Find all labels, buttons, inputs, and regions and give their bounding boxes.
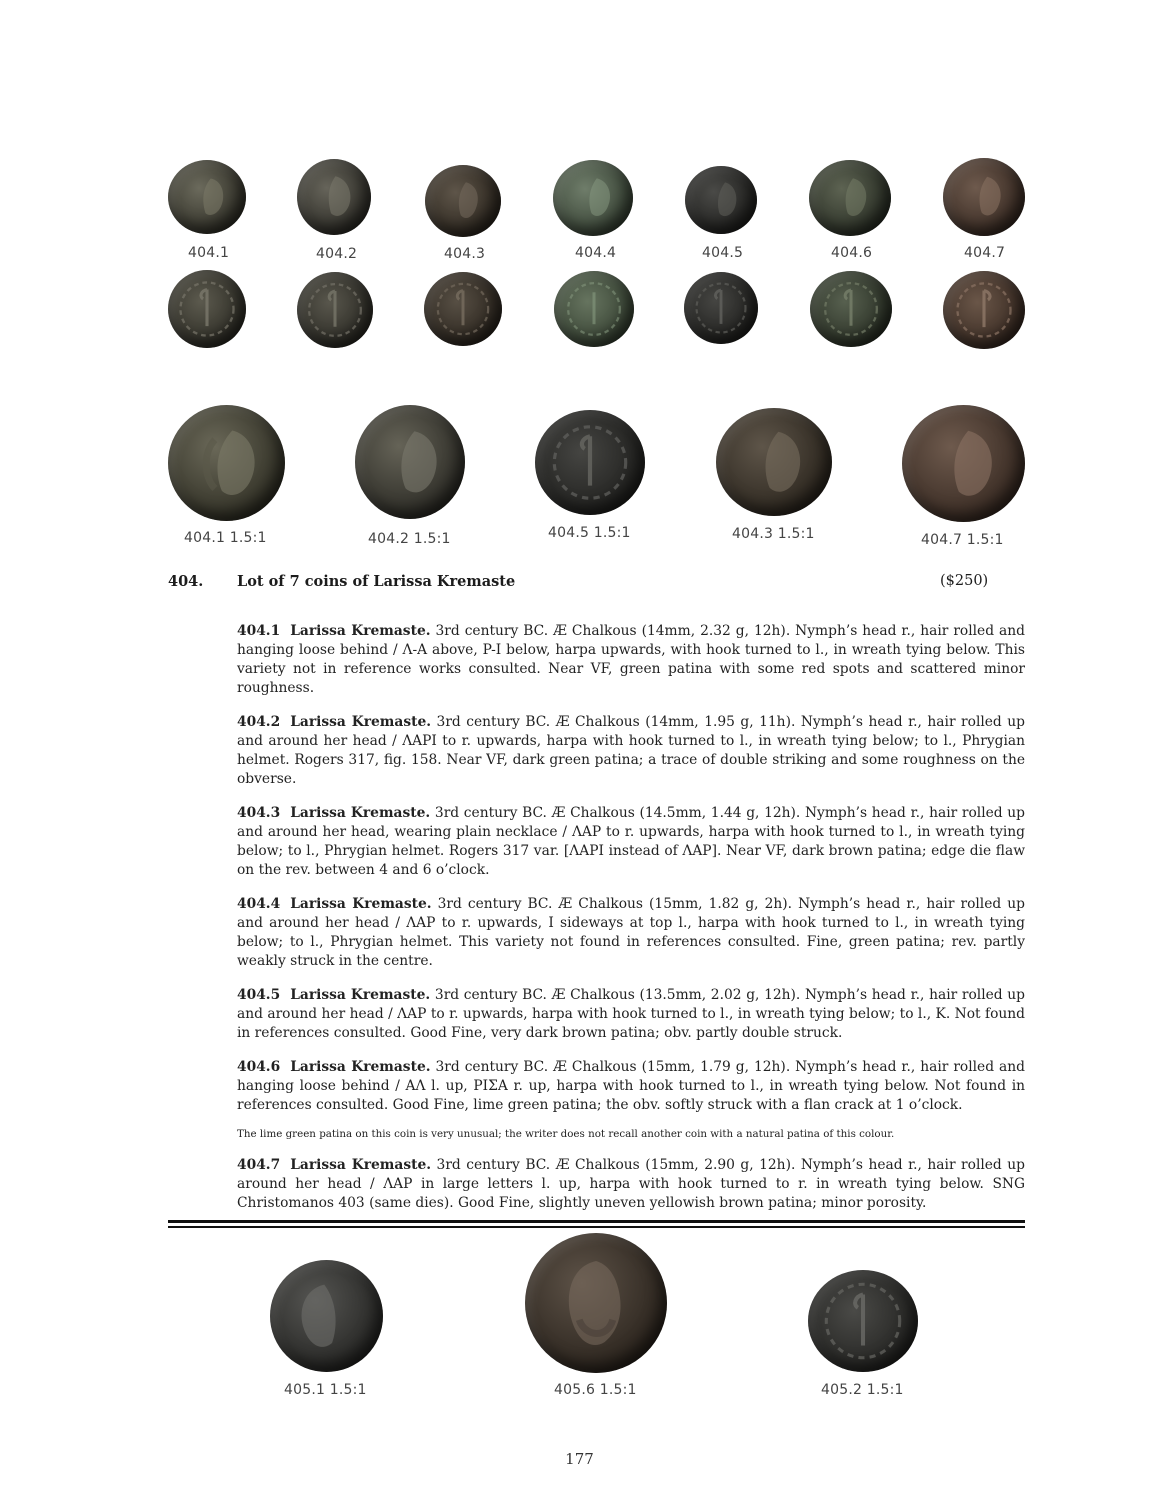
entry-description: 3rd century BC. Æ Chalkous (14mm, 2.32 g, 12h). Nymph’s head r., hair rolled and hanging loose behind / Λ-A above, P-I below, harpa upwards, with hook turned to l., in wreath tying below. This variety not in reference works consulted. Near VF, green patina with some red spots and scattered minor roughness. (237, 623, 1025, 696)
coin-404-3-reverse (424, 272, 502, 346)
coin-404-7-obverse (943, 158, 1025, 236)
coin-405-2-enlarged (808, 1270, 918, 1372)
entry-description: 3rd century BC. Æ Chalkous (15mm, 1.79 g, 12h). Nymph’s head r., hair rolled and hanging loose behind / AΛ l. up, PIΣA r. up, harpa with hook turned to l., in wreath tying below. Not found in references consulted. Good Fine, lime green patina; the obv. softly struck with a flan crack at 1 o’clock. (237, 1059, 1025, 1113)
entry-city: Larissa Kremaste. (290, 623, 431, 639)
coin-404-3-obverse (425, 165, 501, 237)
entry-404-2 (237, 713, 1025, 789)
entry-id: 404.6 (237, 1059, 281, 1075)
coin-404-5-enlarged (535, 410, 645, 515)
caption-405-1: 405.1 1.5:1 (284, 1382, 367, 1398)
section-divider-top (168, 1220, 1025, 1223)
caption-405-6: 405.6 1.5:1 (554, 1382, 637, 1398)
entry-id: 404.4 (237, 896, 281, 912)
coin-404-7-reverse (943, 271, 1025, 349)
entry-city: Larissa Kremaste. (290, 805, 431, 821)
entry-city: Larissa Kremaste. (290, 714, 432, 730)
entry-404-7 (237, 1156, 1025, 1213)
caption-404-1-enlarged: 404.1 1.5:1 (184, 530, 267, 546)
coin-404-5-obverse (685, 166, 757, 234)
entry-id: 404.3 (237, 805, 281, 821)
coin-404-3-enlarged (716, 408, 832, 516)
entry-city: Larissa Kremaste. (290, 987, 431, 1003)
caption-404-7: 404.7 (964, 245, 1006, 261)
entry-404-6 (237, 1058, 1025, 1115)
caption-404-2-enlarged: 404.2 1.5:1 (368, 531, 451, 547)
caption-404-5-enlarged: 404.5 1.5:1 (548, 525, 631, 541)
entry-id: 404.5 (237, 987, 281, 1003)
coin-404-1-enlarged (168, 405, 285, 521)
entry-404-5 (237, 986, 1025, 1043)
section-divider-bottom (168, 1226, 1025, 1228)
caption-404-7-enlarged: 404.7 1.5:1 (921, 532, 1004, 548)
entry-description: 3rd century BC. Æ Chalkous (14mm, 1.95 g, 11h). Nymph’s head r., hair rolled up and around her head / ΛAPI to r. upwards, harpa with hook turned to l., in wreath tying below; to l., Phrygian helmet. Rogers 317, fig. 158. Near VF, dark green patina; a trace of double striking and some roughness on the obverse. (237, 714, 1025, 787)
entry-id: 404.1 (237, 623, 281, 639)
entry-404-3 (237, 804, 1025, 880)
caption-405-2: 405.2 1.5:1 (821, 1382, 904, 1398)
caption-404-3-enlarged: 404.3 1.5:1 (732, 526, 815, 542)
entry-description: 3rd century BC. Æ Chalkous (14.5mm, 1.44 g, 12h). Nymph’s head r., hair rolled up and around her head, wearing plain necklace / ΛAP to r. upwards, harpa with hook turned to l., in wreath tying below; to l., Phrygian helmet. Rogers 317 var. [ΛAPI instead of ΛAP]. Near VF, dark brown patina; edge die flaw on the rev. between 4 and 6 o’clock. (237, 805, 1026, 878)
entry-id: 404.7 (237, 1157, 281, 1173)
caption-404-4: 404.4 (575, 245, 617, 261)
lot-number: 404. (168, 573, 204, 590)
caption-404-5: 404.5 (702, 245, 744, 261)
page-number: 177 (565, 1450, 594, 1468)
entry-city: Larissa Kremaste. (290, 1157, 432, 1173)
lot-heading (0, 573, 1159, 597)
coin-405-6-enlarged (525, 1233, 667, 1373)
entry-city: Larissa Kremaste. (290, 1059, 431, 1075)
entry-description: 3rd century BC. Æ Chalkous (15mm, 2.90 g, 12h). Nymph’s head r., hair rolled up around her head / ΛAP in large letters l. up, harpa with hook turned to r. in wreath tying below. SNG Christomanos 403 (same dies). Good Fine, slightly uneven yellowish brown patina; minor porosity. (237, 1157, 1025, 1211)
entry-404-1 (237, 622, 1025, 698)
coin-404-1-obverse (168, 160, 246, 234)
coin-404-4-reverse (554, 271, 634, 347)
coin-404-2-enlarged (355, 405, 465, 519)
lot-title: Lot of 7 coins of Larissa Kremaste (237, 573, 516, 590)
caption-404-2: 404.2 (316, 246, 358, 262)
lot-estimate: ($250) (940, 573, 989, 589)
coin-405-1-enlarged (270, 1260, 383, 1372)
entry-404-4 (237, 895, 1025, 971)
coin-404-6-obverse (809, 160, 891, 236)
entry-city: Larissa Kremaste. (290, 896, 432, 912)
entry-404-6-note: The lime green patina on this coin is very unusual; the writer does not recall another coin with a natural patina of this colour. (237, 1128, 895, 1140)
coin-404-5-reverse (684, 272, 758, 344)
coin-404-7-enlarged (902, 405, 1025, 522)
lot-entries (237, 622, 1025, 1228)
coin-404-4-obverse (553, 160, 633, 236)
coin-404-2-obverse (297, 159, 371, 235)
entry-description: 3rd century BC. Æ Chalkous (15mm, 1.82 g, 2h). Nymph’s head r., hair rolled up and around her head / ΛAP to r. upwards, I sideways at top l., harpa with hook turned to l., in wreath tying below; to l., Phrygian helmet. This variety not found in references consulted. Fine, green patina; rev. partly weakly struck in the centre. (237, 896, 1025, 969)
coin-404-6-reverse (810, 271, 892, 347)
caption-404-3: 404.3 (444, 246, 486, 262)
caption-404-6: 404.6 (831, 245, 873, 261)
caption-404-1: 404.1 (188, 245, 230, 261)
coin-404-2-reverse (297, 272, 373, 348)
entry-id: 404.2 (237, 714, 281, 730)
coin-404-1-reverse (168, 270, 246, 348)
entry-description: 3rd century BC. Æ Chalkous (13.5mm, 2.02 g, 12h). Nymph’s head r., hair rolled up and around her head / ΛAP to r. upwards, harpa with hook turned to l., in wreath tying below; to l., K. Not found in references consulted. Good Fine, very dark brown patina; obv. partly double struck. (237, 987, 1026, 1041)
